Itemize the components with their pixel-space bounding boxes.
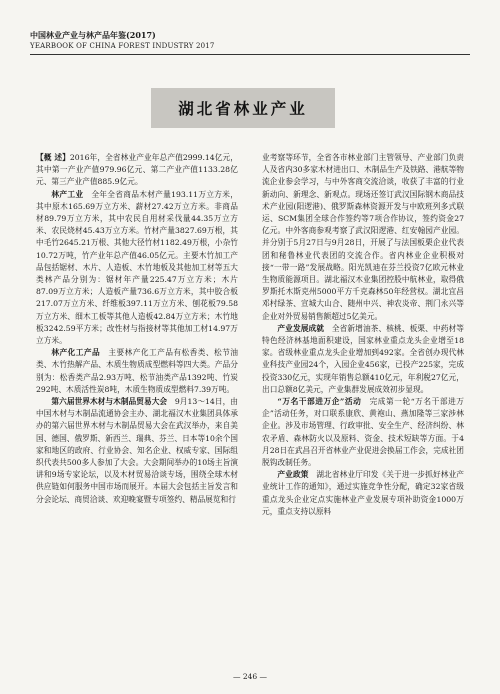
article-title-box (151, 88, 335, 128)
header-rule (30, 54, 470, 55)
paragraph-text: 主要林产化工产品有松香类、松节油类、木竹热解产品、木质生物质成型燃料等四大类。产品分别为：松香类产品2.93万吨、松节油类产品1392吨、竹炭292吨、木质活性炭8吨，木质生物质成型燃料7.39万吨。 (36, 348, 238, 394)
paragraph (262, 469, 464, 518)
paragraph-lead: 林产工业 (51, 189, 84, 199)
paragraph (36, 152, 238, 189)
paragraph (262, 396, 464, 469)
section-tag: 【概 述】 (36, 153, 70, 162)
paragraph-lead: 第六届世界木材与木制品贸易大会 (51, 397, 168, 407)
paragraph (36, 189, 238, 348)
paragraph-lead: 林产化工产品 (51, 348, 101, 358)
paragraph-text: 完成第一轮“万名干部进万企”活动任务，对口联系康欣、黄袍山、燕加隆等三家涉林企业。涉及市场管理、行政审批、安全生产、经济纠纷、林农矛盾、森林防火以及原料、资金、技术短缺等方面。于4月28日在武昌召开省林业产业促进会换届工作会，完成社团脱钩改制任务。 (262, 397, 464, 468)
paragraph (262, 323, 464, 396)
article-title: 湖北省林业产业 (178, 100, 308, 118)
yearbook-title-cn: 中国林业产业与林产品年鉴(2017) (30, 30, 156, 40)
paragraph (36, 347, 238, 396)
paragraph (36, 396, 238, 506)
yearbook-title-en: YEARBOOK OF CHINA FOREST INDUSTRY 2017 (30, 42, 215, 50)
paragraph (262, 152, 464, 323)
page-number: — 246 — (232, 672, 268, 681)
paragraph-lead: 产业发展成就 (277, 323, 325, 333)
left-text-column (36, 152, 238, 506)
paragraph-lead: 产业政策 (277, 470, 309, 480)
paragraph-text: 业考察等环节，全省各市林业部门主管领导、产业部门负责人及省内30多家木材进出口、木制品生产及铁路、港航等物流企业参会学习，与中外客商交流洽谈，收获了丰富的行业新动向、新理念、新观点。现场还签订武汉国际钢木商品技术产业园(阳逻港)、俄罗斯森林资源开发与中欧班列多式联运、SCM集团全球合作签约等7项合作协议，签约资金27亿元。中外客商参观考察了武汉阳逻港、红安翰园产业园。并分别于5月27日与9月28日，开展了与法国板栗企业代表团和秘鲁林业代表团的交流合作。省内林业企业积极对接“一带一路”发展战略。阳光凯迪在芬兰投资7亿欧元林业生物质能源项目。湖北福汉木业集团控股中航林业，取得俄罗斯托木斯克州5000平方千克森林50年经营权。湖北宜昌邓村绿茶、宣城大山合、随州中兴、神农炎帝、荆门永兴等企业对外贸易销售额超过5亿美元。 (262, 153, 464, 321)
paragraph-text: 全省新增油茶、核桃、板栗、中药材等特色经济林基地面积建设，国家林业重点龙头企业增至18家。省级林业重点龙头企业增加到492家。全省创办现代林业科技产业园24个，入园企业456家，已投产225家，完成投资330亿元，实现年销售总额410亿元，年利税27亿元，出口总额8亿美元，产业集群发展成效初步显现。 (262, 323, 464, 394)
paragraph-text: 2016年，全省林业产业年总产值2999.14亿元，其中第一产业产值979.96亿元、第二产业产值1133.28亿元、第三产业产值885.9亿元。 (36, 153, 238, 187)
running-header (30, 30, 470, 51)
paragraph-text: 湖北省林业厅印发《关于进一步抓好林业产业统计工作的通知》，通过实施竞争性分配，确定32家省级重点龙头企业定点实施林业产业发展专项补助资金1000万元，重点支持以原料 (262, 470, 464, 516)
paragraph-lead: “万名干部进万企”活动 (277, 397, 362, 407)
right-text-column (262, 152, 464, 518)
paragraph-text: 9月13～14日，由中国木材与木制品流通协会主办、湖北福汉木业集团具体承办的第六届世界木材与木制品贸易大会在武汉举办，来自美国、德国、俄罗斯、新西兰、瑞典、芬兰、日本等10余个国家和地区的政府、行业协会、知名企业、权威专家、国际组织代表共500多人参加了大会。大会期间举办的10场主旨演讲和9场专家论坛，以及木材贸易洽谈专场，围绕全球木材供应链如何服务中国市场而展开。本届大会包括主旨发言和分会论坛、商贸洽谈、欢迎晚宴暨专项签约、精品展览和行 (36, 397, 238, 504)
paragraph-text: 全年全省商品木材产量193.11万立方米，其中原木165.69万立方米、薪材27.42万立方米。非商品材89.79万立方米，其中农民自用材采伐量44.35万立方米、农民烧材45.43万立方米。竹材产量3827.69万根，其中毛竹2645.21万根、其他大径竹材1182.49万根，小杂竹10.72万吨，竹产业年总产值46.05亿元。主要木竹加工产品包括锯材、木片、人造板、木竹地板及其他加工材等五大类林产品分别为：锯材年产量225.47万立方米；木片87.09万立方米；人造板产量736.6万立方米，其中胶合板217.07万立方米、纤维板397.11万立方米、刨花板79.58万立方米、细木工板等其他人造板42.84万立方米；木竹地板3242.59平方米；改性材与指接材等其他加工材14.97万立方米。 (36, 189, 238, 346)
